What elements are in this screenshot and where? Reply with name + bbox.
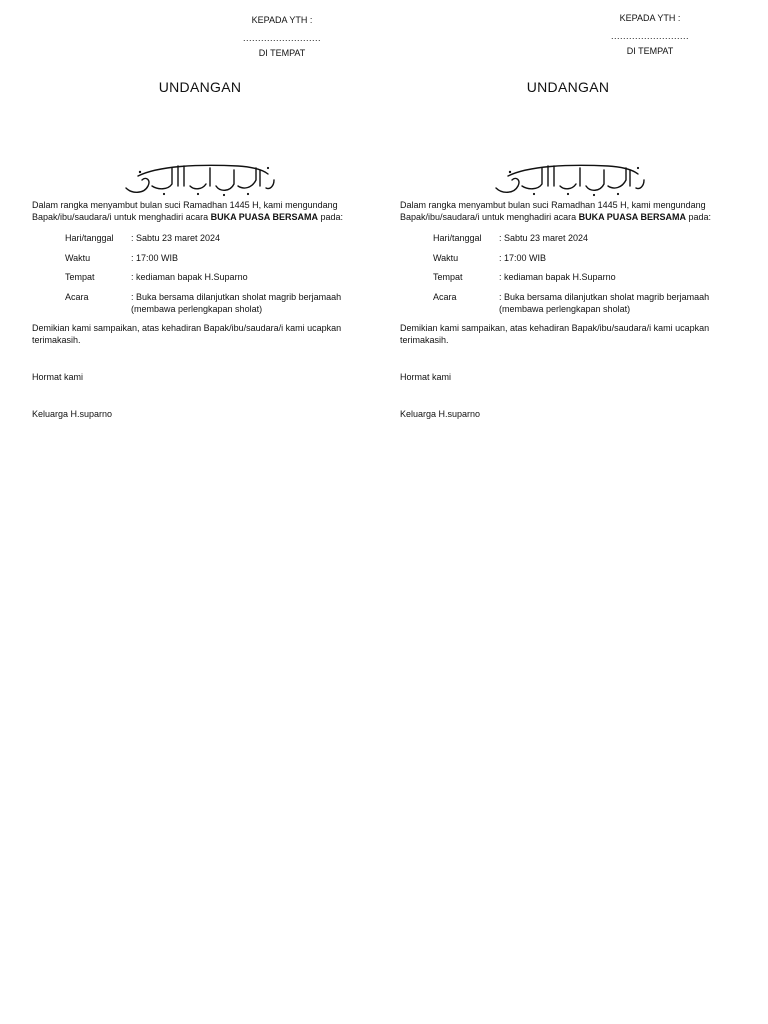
detail-row-event (65, 291, 362, 315)
detail-label: Tempat (65, 272, 95, 282)
detail-value: : Sabtu 23 maret 2024 (131, 233, 221, 243)
signature-text: Keluarga H.suparno (32, 409, 113, 419)
detail-value: : kediaman bapak H.Suparno (131, 272, 248, 282)
di-tempat-label: DI TEMPAT (258, 48, 306, 58)
recipient-dots: .......................... (610, 31, 689, 41)
signature-text: Keluarga H.suparno (400, 409, 481, 419)
recipient-label: KEPADA YTH : (619, 13, 681, 23)
detail-label: Waktu (65, 252, 91, 263)
regards-text: Hormat kami (32, 372, 84, 382)
di-tempat-label: DI TEMPAT (626, 46, 674, 56)
recipient-block (222, 14, 342, 59)
intro-text: Dalam rangka menyambut bulan suci Ramadhan 1445 H, kami mengundang Bapak/ibu/saudara/i untuk menghadiri acara (400, 200, 706, 222)
invitation-body (400, 199, 730, 420)
intro-suffix: pada: (317, 212, 343, 222)
detail-label: Waktu (433, 252, 459, 263)
detail-row-event (433, 291, 730, 315)
closing-paragraph: Demikian kami sampaikan, atas kehadiran Bapak/ibu/saudara/i kami ucapkan terimakasih. (32, 323, 342, 345)
intro-suffix: pada: (685, 212, 711, 222)
recipient-dots: .......................... (242, 33, 321, 43)
detail-value: : 17:00 WIB (499, 252, 547, 263)
intro-paragraph (32, 199, 362, 223)
detail-value: : Buka bersama dilanjutkan sholat magrib berjamaah (membawa perlengkapan sholat) (131, 291, 342, 314)
basmala-calligraphy (488, 158, 648, 198)
recipient-label: KEPADA YTH : (251, 15, 313, 25)
detail-label: Hari/tanggal (65, 233, 114, 243)
invitation-card-right (368, 0, 752, 440)
event-name: BUKA PUASA BERSAMA (578, 212, 686, 222)
invitation-title: UNDANGAN (158, 79, 242, 95)
detail-label: Acara (433, 291, 457, 302)
regards-text: Hormat kami (400, 372, 452, 382)
detail-label: Tempat (433, 272, 463, 282)
recipient-block (590, 12, 710, 57)
detail-value: : Sabtu 23 maret 2024 (499, 233, 589, 243)
invitation-title: UNDANGAN (526, 79, 610, 95)
event-details (433, 232, 730, 315)
detail-value: : 17:00 WIB (131, 252, 179, 263)
invitation-body (32, 199, 362, 420)
detail-row-time (433, 252, 730, 264)
event-details (65, 232, 362, 315)
detail-label: Acara (65, 291, 89, 302)
detail-row-place (433, 271, 730, 283)
intro-paragraph (400, 199, 730, 223)
detail-value: : Buka bersama dilanjutkan sholat magrib berjamaah (membawa perlengkapan sholat) (499, 291, 710, 314)
detail-label: Hari/tanggal (433, 233, 482, 243)
intro-text: Dalam rangka menyambut bulan suci Ramadhan 1445 H, kami mengundang Bapak/ibu/saudara/i untuk menghadiri acara (32, 200, 338, 222)
detail-row-date (65, 232, 362, 244)
closing-paragraph: Demikian kami sampaikan, atas kehadiran Bapak/ibu/saudara/i kami ucapkan terimakasih. (400, 323, 710, 345)
detail-row-date (433, 232, 730, 244)
invitation-card-left (0, 0, 384, 440)
basmala-calligraphy (118, 158, 278, 198)
detail-row-time (65, 252, 362, 264)
detail-row-place (65, 271, 362, 283)
detail-value: : kediaman bapak H.Suparno (499, 272, 616, 282)
event-name: BUKA PUASA BERSAMA (210, 212, 318, 222)
